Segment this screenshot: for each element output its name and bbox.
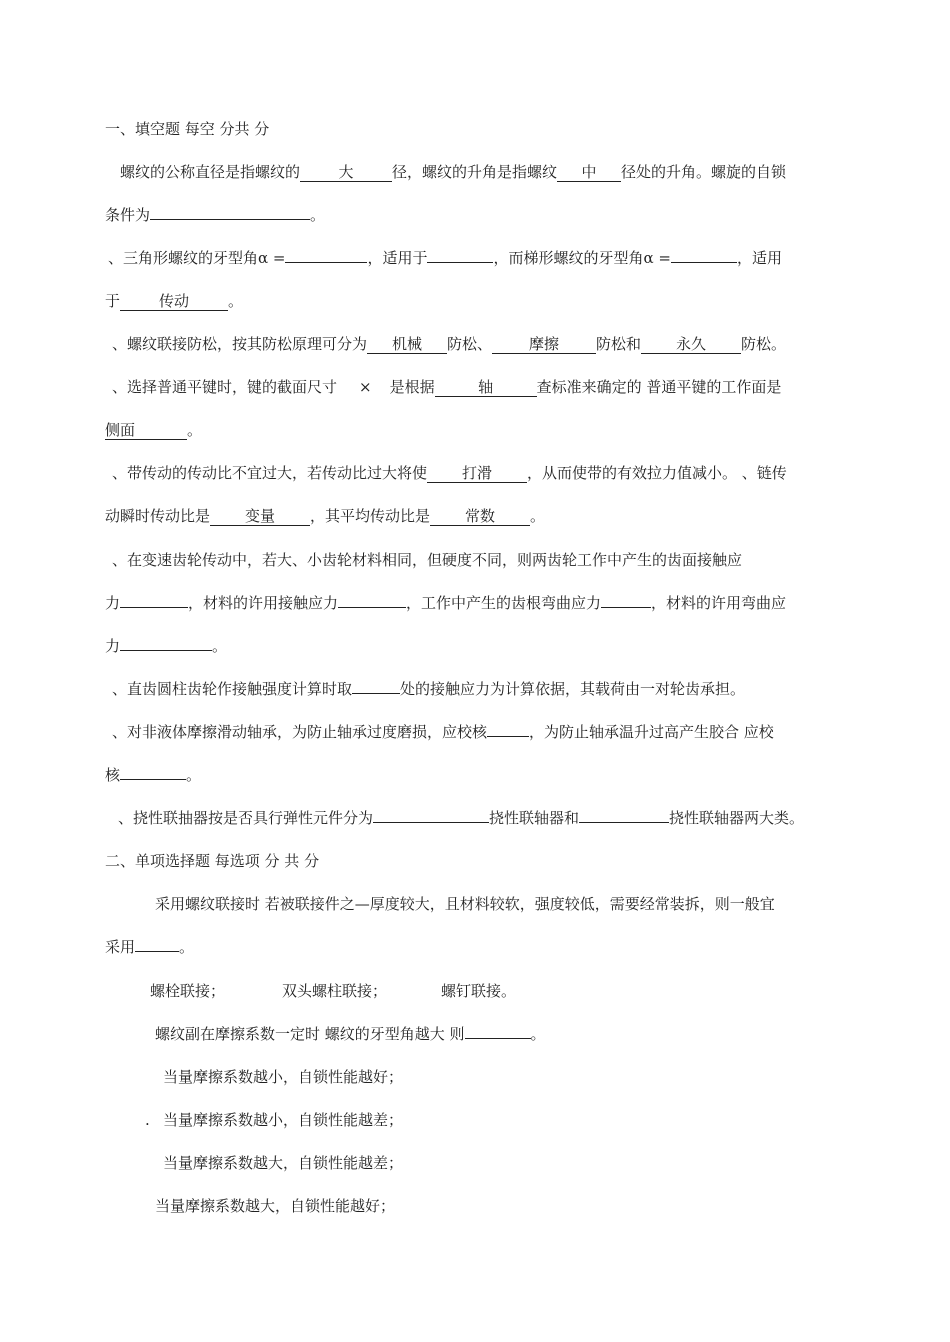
q9-text-a: 、挠性联抽器按是否具行弹性元件分为 (118, 809, 374, 827)
choice-question-1-line-2 (105, 937, 194, 957)
q1-blank-3 (150, 219, 310, 220)
question-4-line-2 (105, 420, 202, 440)
cq2-option-d: 当量摩擦系数越大，自锁性能越好； (155, 1197, 396, 1215)
q2-blank-1 (285, 262, 367, 263)
q4-blank-1: 轴 (435, 378, 537, 397)
q8-blank-1 (487, 736, 529, 737)
q3-blank-1: 机械 (367, 335, 447, 354)
q7-text-b: 处的接触应力为计算依据，其载荷由一对轮齿承担。 (400, 680, 746, 698)
cq1-blank (135, 951, 179, 952)
q4-text-a: 、选择普通平键时，键的截面尺寸 (112, 378, 338, 396)
q7-blank-1 (352, 693, 400, 694)
cq2-blank (465, 1038, 531, 1039)
q2-text-a: 、三角形螺纹的牙型角α = (108, 249, 286, 267)
question-5-line-1 (112, 463, 787, 483)
q6-blank-2 (338, 607, 406, 608)
q4-text-c: 查标准来确定的 普通平键的工作面是 (536, 378, 782, 396)
q1-text-e: 。 (310, 206, 326, 224)
cq2-text-a: 螺纹副在摩擦系数一定时 螺纹的牙型角越大 则 (155, 1025, 465, 1043)
question-6-line-2 (105, 593, 786, 613)
q8-text-b: ，为防止轴承温升过高产生胶合 应校 (529, 723, 774, 741)
question-1-line-2 (105, 205, 325, 225)
q6-text-f: 力 (105, 637, 121, 655)
q5-text-e: 。 (530, 507, 546, 525)
q3-text-d: 防松。 (741, 335, 787, 353)
q2-text-e: 于 (105, 292, 121, 310)
cq2-option-c: 当量摩擦系数越大，自锁性能越差； (163, 1154, 404, 1172)
q6-text-e: ，材料的许用弯曲应 (651, 594, 787, 612)
q5-blank-2: 变量 (210, 507, 310, 526)
q9-blank-1 (373, 822, 489, 823)
q8-text-c: 核 (105, 766, 121, 784)
q3-text-a: 、螺纹联接防松，按其防松原理可分为 (112, 335, 368, 353)
q8-text-a: 、对非液体摩擦滑动轴承，为防止轴承过度磨损，应校核 (112, 723, 488, 741)
q6-text-b: 力 (105, 594, 121, 612)
q1-text-c: 径处的升角。螺旋的自锁 (621, 163, 787, 181)
q3-blank-3: 永久 (641, 335, 741, 354)
q3-text-b: 防松、 (447, 335, 493, 353)
q1-blank-2: 中 (557, 163, 621, 182)
choice-question-2 (155, 1024, 546, 1044)
question-1-line-1 (120, 162, 786, 182)
question-4-line-1 (112, 377, 781, 397)
question-7 (112, 679, 745, 699)
q2-blank-2 (427, 262, 493, 263)
q6-text-c: ，材料的许用接触应力 (188, 594, 339, 612)
q1-text-a: 螺纹的公称直径是指螺纹的 (120, 163, 301, 181)
section-title-single-choice: 二、单项选择题 每选项 分 共 分 (105, 852, 320, 870)
question-6-line-3 (105, 636, 227, 656)
cq2-option-b-marker: . (145, 1111, 150, 1129)
q1-text-d: 条件为 (105, 206, 151, 224)
question-8-line-2 (105, 765, 201, 785)
q5-blank-3: 常数 (430, 507, 530, 526)
cq1-option-2: 双头螺柱联接； (282, 982, 388, 1000)
q6-blank-1 (120, 607, 188, 608)
q2-text-c: ，而梯形螺纹的牙型角α = (493, 249, 671, 267)
cq2-option-a: 当量摩擦系数越小，自锁性能越好； (163, 1068, 404, 1086)
question-9 (118, 808, 804, 828)
question-8-line-1 (112, 722, 774, 742)
q2-text-d: ，适用 (736, 249, 782, 267)
q5-text-c: 动瞬时传动比是 (105, 507, 211, 525)
cq1-option-1: 螺栓联接； (150, 982, 226, 1000)
q6-text-a: 、在变速齿轮传动中，若大、小齿轮材料相同，但硬度不同，则两齿轮工作中产生的齿面接触应 (112, 551, 743, 569)
q3-blank-2: 摩擦 (492, 335, 596, 354)
q2-blank-4: 传动 (120, 292, 228, 311)
cq1-text-c: 。 (179, 938, 195, 956)
question-5-line-2 (105, 506, 545, 526)
q2-text-f: 。 (228, 292, 244, 310)
q2-text-b: ，适用于 (367, 249, 428, 267)
q5-text-b: ，从而使带的有效拉力值减小。 、链传 (527, 464, 787, 482)
cq2-text-b: 。 (530, 1025, 546, 1043)
q5-text-d: ，其平均传动比是 (310, 507, 431, 525)
q4-times-sign: × (359, 378, 372, 396)
cq1-text-a: 采用螺纹联接时 若被联接件之—厚度较大，且材料较软，强度较低，需要经常装拆，则一般宜 (155, 895, 775, 913)
choice-question-1-line-1 (155, 894, 775, 914)
q6-text-d: ，工作中产生的齿根弯曲应力 (406, 594, 602, 612)
q5-blank-1: 打滑 (427, 464, 527, 483)
q4-blank-2: 侧面 (105, 421, 187, 440)
q8-blank-2 (120, 779, 186, 780)
q6-blank-3 (601, 607, 651, 608)
question-3 (112, 334, 786, 354)
section-title-fill-in: 一、填空题 每空 分共 分 (105, 120, 270, 138)
q1-blank-1: 大 (300, 163, 392, 182)
q4-text-b: 是根据 (389, 378, 435, 396)
q2-blank-3 (671, 262, 737, 263)
cq2-option-b: 当量摩擦系数越小，自锁性能越差； (163, 1111, 404, 1129)
q6-blank-4 (120, 650, 212, 651)
q4-text-e: 。 (187, 421, 203, 439)
q1-text-b: 径，螺纹的升角是指螺纹 (392, 163, 558, 181)
q3-text-c: 防松和 (596, 335, 642, 353)
q6-text-g: 。 (212, 637, 228, 655)
question-2-line-1 (108, 248, 782, 268)
cq1-text-b: 采用 (105, 938, 136, 956)
q7-text-a: 、直齿圆柱齿轮作接触强度计算时取 (112, 680, 353, 698)
question-2-line-2 (105, 291, 243, 311)
q8-text-d: 。 (186, 766, 202, 784)
question-6-line-1 (112, 550, 742, 570)
q9-blank-2 (579, 822, 669, 823)
q5-text-a: 、带传动的传动比不宜过大，若传动比过大将使 (112, 464, 428, 482)
q9-text-b: 挠性联轴器和 (489, 809, 580, 827)
cq1-option-3: 螺钉联接。 (441, 982, 517, 1000)
q9-text-c: 挠性联轴器两大类。 (669, 809, 805, 827)
